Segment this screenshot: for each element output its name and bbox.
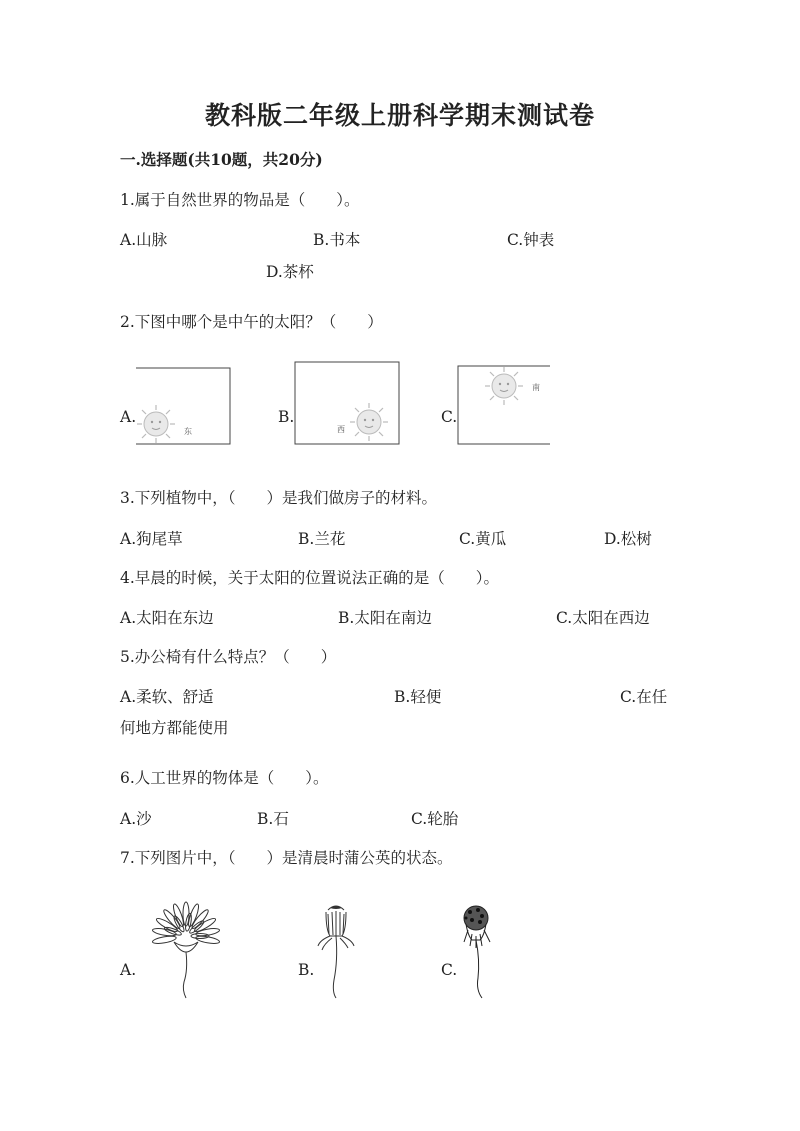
q1-option-a[interactable]: A.山脉 (120, 231, 168, 249)
q1-option-c[interactable]: C.钟表 (507, 231, 555, 249)
q2-option-b[interactable]: B. (278, 408, 295, 426)
q7-option-a[interactable]: A. (120, 961, 137, 979)
q4-option-c[interactable]: C.太阳在西边 (556, 609, 650, 627)
q5-option-b[interactable]: B.轻便 (394, 688, 442, 706)
dandelion-open-icon (136, 900, 236, 1000)
sun-image-a[interactable] (134, 366, 234, 446)
dandelion-closed-image[interactable] (312, 900, 362, 1000)
question-3-text: 3.下列植物中，（ ）是我们做房子的材料。 (120, 489, 438, 507)
q1-option-b[interactable]: B.书本 (313, 231, 361, 249)
q3-option-a[interactable]: A.狗尾草 (120, 530, 183, 548)
sun-image-c[interactable] (456, 364, 552, 446)
q5-option-c[interactable]: C.在任 (620, 688, 668, 706)
direction-label-a: 东 (184, 427, 192, 436)
q4-option-a[interactable]: A.太阳在东边 (120, 609, 214, 627)
dandelion-closed-icon (312, 900, 362, 1000)
dandelion-seedhead-image[interactable] (452, 900, 502, 1000)
q3-option-d[interactable]: D.松树 (604, 530, 652, 548)
q6-option-a[interactable]: A.沙 (120, 810, 152, 828)
sun-icon (485, 367, 523, 405)
question-2-text: 2.下图中哪个是中午的太阳？（ ） (120, 313, 383, 331)
page-title: 教科版二年级上册科学期末测试卷 (204, 101, 595, 130)
question-6-text: 6.人工世界的物体是（ ）。 (120, 769, 329, 787)
q6-option-c[interactable]: C.轮胎 (411, 810, 459, 828)
section-heading: 一.选择题(共10题，共20分) (120, 150, 323, 169)
question-4-text: 4.早晨的时候，关于太阳的位置说法正确的是（ ）。 (120, 569, 500, 587)
q7-option-c[interactable]: C. (441, 961, 458, 979)
q3-option-c[interactable]: C.黄瓜 (459, 530, 507, 548)
sun-icon (137, 405, 175, 443)
q5-option-c-continued[interactable]: 何地方都能使用 (120, 719, 229, 737)
question-1-text: 1.属于自然世界的物品是（ ）。 (120, 191, 360, 209)
question-5-text: 5.办公椅有什么特点？（ ） (120, 648, 337, 666)
q2-option-c[interactable]: C. (441, 408, 458, 426)
q2-option-a[interactable]: A. (120, 408, 137, 426)
q3-option-b[interactable]: B.兰花 (298, 530, 346, 548)
dandelion-seedhead-icon (452, 900, 502, 1000)
question-7-text: 7.下列图片中，（ ）是清晨时蒲公英的状态。 (120, 849, 453, 867)
sun-icon (350, 403, 388, 441)
q5-option-a[interactable]: A.柔软、舒适 (120, 688, 214, 706)
q6-option-b[interactable]: B.石 (257, 810, 289, 828)
direction-label-c: 南 (532, 383, 540, 392)
direction-label-b: 西 (337, 425, 345, 434)
q7-option-b[interactable]: B. (298, 961, 315, 979)
q4-option-b[interactable]: B.太阳在南边 (338, 609, 432, 627)
sun-image-b[interactable] (293, 360, 401, 446)
q1-option-d[interactable]: D.茶杯 (266, 263, 314, 281)
dandelion-open-image[interactable] (136, 900, 236, 1000)
